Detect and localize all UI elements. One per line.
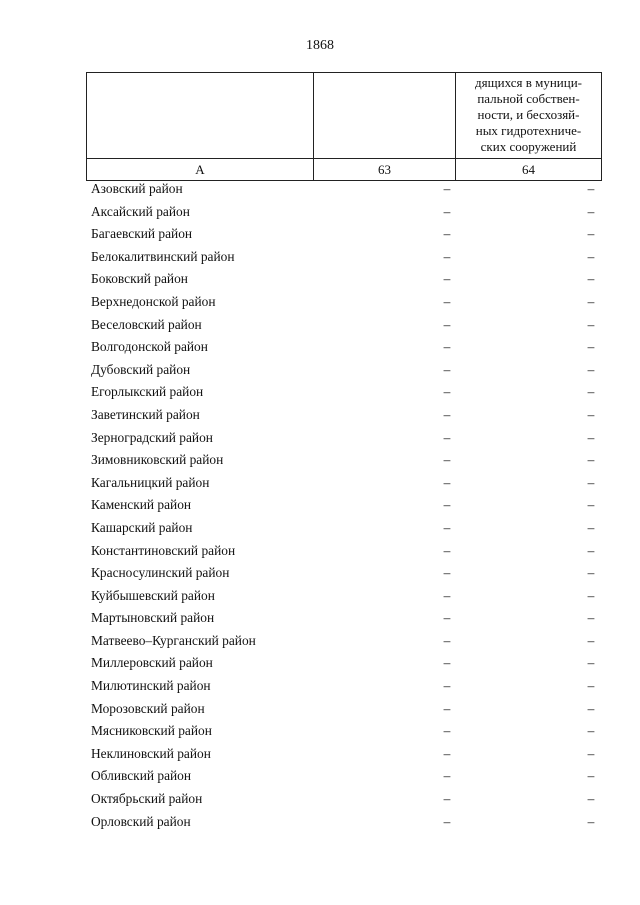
table-row (0, 698, 640, 721)
table-row (0, 720, 640, 743)
table-row (0, 359, 640, 382)
value-col-63: – (443, 542, 451, 558)
value-col-63: – (443, 768, 451, 784)
value-col-63: – (443, 226, 451, 242)
column-index-64: 64 (456, 159, 602, 181)
value-col-63: – (443, 813, 451, 829)
value-col-63: – (443, 339, 451, 355)
value-col-63: – (443, 474, 451, 490)
district-name: Аксайский район (91, 203, 190, 219)
value-col-63: – (443, 384, 451, 400)
value-col-64: – (587, 181, 595, 196)
district-name: Зимовниковский район (91, 452, 224, 468)
district-name: Азовский район (91, 181, 183, 196)
district-name: Боковский район (91, 271, 188, 287)
table-row (0, 291, 640, 314)
value-col-64: – (587, 565, 595, 581)
district-name: Куйбышевский район (91, 587, 215, 603)
value-col-64: – (587, 655, 595, 671)
district-name: Мартыновский район (91, 610, 215, 626)
description-line: ности, и бесхозяй- (477, 107, 580, 122)
value-col-64: – (587, 203, 595, 219)
district-name: Милютинский район (91, 678, 211, 694)
table-row (0, 449, 640, 472)
table-row (0, 540, 640, 563)
district-name: Мясниковский район (91, 723, 212, 739)
value-col-64: – (587, 316, 595, 332)
table-header (86, 72, 602, 181)
district-name: Каменский район (91, 497, 192, 513)
table-row (0, 381, 640, 404)
district-name: Багаевский район (91, 226, 193, 242)
district-name: Орловский район (91, 813, 191, 829)
value-col-63: – (443, 700, 451, 716)
value-col-64: – (587, 406, 595, 422)
value-col-64: – (587, 700, 595, 716)
value-col-64: – (587, 768, 595, 784)
table-row (0, 268, 640, 291)
district-name: Верхнедонской район (91, 293, 216, 309)
value-col-63: – (443, 723, 451, 739)
value-col-64: – (587, 474, 595, 490)
table-row (0, 652, 640, 675)
value-col-63: – (443, 610, 451, 626)
value-col-64: – (587, 293, 595, 309)
table-row (0, 675, 640, 698)
value-col-63: – (443, 429, 451, 445)
table-row (0, 427, 640, 450)
district-name: Миллеровский район (91, 655, 213, 671)
description-line: дящихся в муници- (475, 75, 582, 90)
value-col-64: – (587, 226, 595, 242)
value-col-64: – (587, 497, 595, 513)
table-row (0, 607, 640, 630)
value-col-64: – (587, 587, 595, 603)
table-row (0, 404, 640, 427)
district-name: Обливский район (91, 768, 192, 784)
table-row (0, 743, 640, 766)
value-col-63: – (443, 745, 451, 761)
table-row (0, 517, 640, 540)
value-col-64: – (587, 813, 595, 829)
table-row (0, 630, 640, 653)
table-row (0, 472, 640, 495)
value-col-63: – (443, 271, 451, 287)
value-col-64: – (587, 632, 595, 648)
district-name: Заветинский район (91, 406, 200, 422)
district-name: Кашарский район (91, 519, 193, 535)
table-row (0, 765, 640, 788)
value-col-64: – (587, 361, 595, 377)
table-row (0, 336, 640, 359)
table-row (0, 494, 640, 517)
value-col-64: – (587, 678, 595, 694)
value-col-63: – (443, 203, 451, 219)
district-name: Дубовский район (91, 361, 191, 377)
header-cell-63 (314, 73, 456, 159)
district-name: Зерноградский район (91, 429, 213, 445)
header-cell-64-description (456, 73, 602, 159)
value-col-63: – (443, 497, 451, 513)
district-name: Веселовский район (91, 316, 202, 332)
column-index-a: А (87, 159, 314, 181)
description-line: ных гидротехниче- (475, 123, 582, 138)
district-list (0, 178, 640, 833)
table-row (0, 201, 640, 224)
value-col-64: – (587, 519, 595, 535)
page-number: 1868 (306, 38, 334, 53)
district-name: Морозовский район (91, 700, 205, 716)
value-col-63: – (443, 316, 451, 332)
value-col-64: – (587, 339, 595, 355)
district-name: Егорлыкский район (91, 384, 204, 400)
value-col-63: – (443, 452, 451, 468)
district-name: Неклиновский район (91, 745, 211, 761)
value-col-64: – (587, 542, 595, 558)
value-col-64: – (587, 271, 595, 287)
table-row (0, 562, 640, 585)
value-col-63: – (443, 248, 451, 264)
value-col-64: – (587, 452, 595, 468)
value-col-63: – (443, 565, 451, 581)
value-col-64: – (587, 745, 595, 761)
table-row (0, 223, 640, 246)
table-row (0, 178, 640, 201)
value-col-64: – (587, 610, 595, 626)
district-name: Кагальницкий район (91, 474, 210, 490)
value-col-64: – (587, 384, 595, 400)
district-name: Константиновский район (91, 542, 236, 558)
value-col-63: – (443, 587, 451, 603)
district-name: Красносулинский район (91, 565, 230, 581)
description-line: пальной собствен- (477, 91, 580, 106)
district-name: Белокалитвинский район (91, 248, 235, 264)
value-col-63: – (443, 678, 451, 694)
value-col-64: – (587, 791, 595, 807)
value-col-63: – (443, 519, 451, 535)
value-col-63: – (443, 181, 451, 196)
table-row (0, 585, 640, 608)
value-col-64: – (587, 248, 595, 264)
value-col-63: – (443, 406, 451, 422)
header-cell-a (87, 73, 314, 159)
table-row (0, 314, 640, 337)
table-row (0, 788, 640, 811)
table-row (0, 246, 640, 269)
value-col-63: – (443, 632, 451, 648)
value-col-64: – (587, 429, 595, 445)
district-name: Октябрьский район (91, 791, 203, 807)
value-col-64: – (587, 723, 595, 739)
district-name: Матвеево–Курганский район (91, 632, 256, 648)
description-line: ских сооружений (480, 139, 577, 154)
table-row (0, 811, 640, 834)
district-name: Волгодонской район (91, 339, 208, 355)
header-description-row (87, 73, 602, 159)
value-col-63: – (443, 655, 451, 671)
value-col-63: – (443, 791, 451, 807)
value-col-63: – (443, 293, 451, 309)
value-col-63: – (443, 361, 451, 377)
column-index-63: 63 (314, 159, 456, 181)
